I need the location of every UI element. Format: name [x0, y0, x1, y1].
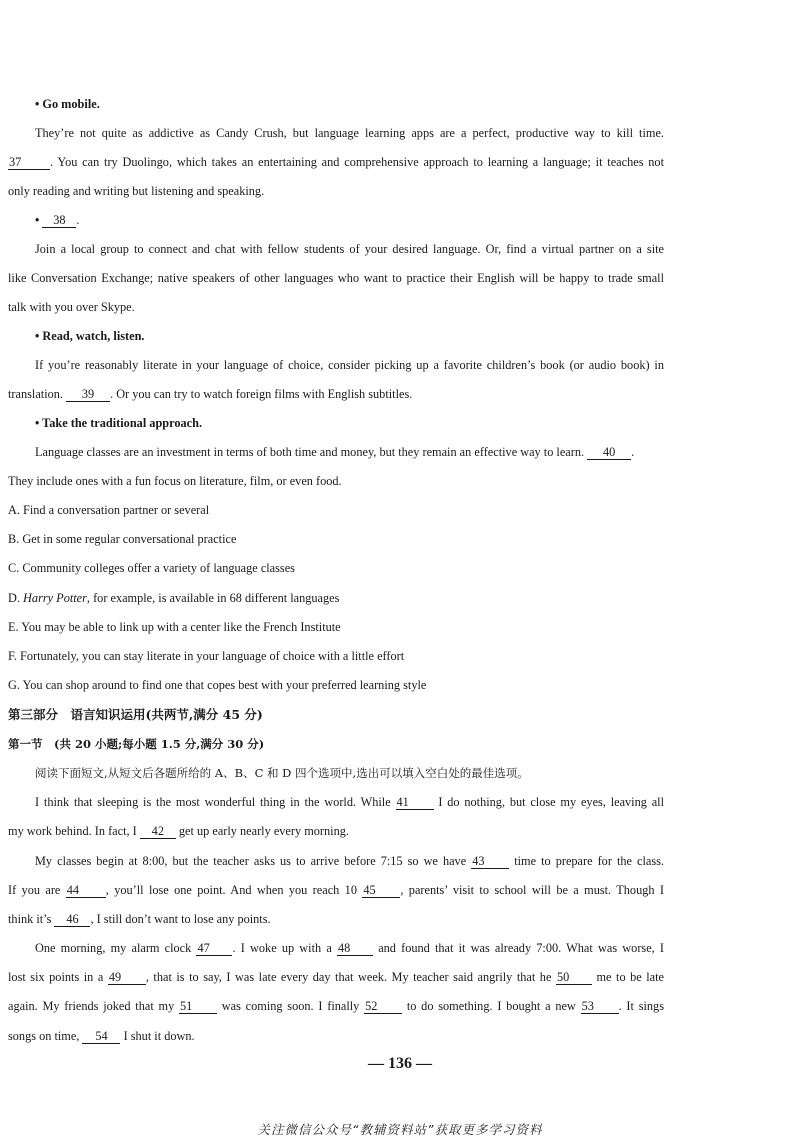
cloze-line: [8, 911, 664, 927]
blank-48: 48: [337, 942, 373, 956]
cloze-text: get up early nearly every morning.: [178, 824, 349, 838]
heading-go-mobile: • Go mobile.: [35, 97, 100, 111]
option-text: , for example, is available in 68 different languages: [86, 591, 340, 605]
blank-52: 52: [364, 1000, 402, 1014]
cloze-text: my work behind. In fact, I: [8, 824, 137, 838]
cloze-text: me to be late: [596, 970, 664, 984]
option-f: F. Fortunately, you can stay literate in your language of choice with a little effort: [8, 649, 405, 663]
cloze-line: [8, 998, 664, 1014]
cloze-line: [8, 823, 664, 839]
blank-51: 51: [179, 1000, 217, 1014]
heading-tail: .: [76, 213, 80, 227]
blank-43: 43: [471, 855, 509, 869]
cloze-text: , I still don’t want to lose any points.: [90, 912, 271, 926]
blank-41: 41: [396, 796, 434, 810]
blank-38: 38: [42, 214, 76, 228]
cloze-text: My classes begin at 8:00, but the teacher asks us to arrive before 7:15 so we have: [35, 854, 467, 868]
cloze-text: , you’ll lose one point. And when you reach 10: [105, 883, 357, 897]
cloze-text: songs on time,: [8, 1029, 80, 1043]
blank-37: 37: [8, 156, 50, 170]
option-b: B. Get in some regular conversational practice: [8, 532, 237, 546]
cloze-line: [35, 853, 664, 869]
heading-blank-38: [35, 212, 664, 228]
cloze-line: [8, 1028, 664, 1044]
bullet: •: [35, 213, 40, 227]
option-d: [8, 590, 664, 606]
paragraph-line: They include ones with a fun focus on literature, film, or even food.: [8, 474, 342, 488]
page-number: — 136 —: [368, 1055, 432, 1072]
paragraph-line: [8, 154, 664, 170]
blank-44: 44: [66, 884, 106, 898]
blank-50: 50: [556, 971, 592, 985]
paragraph-line: They’re not quite as addictive as Candy Crush, but language learning apps are a perfect, productive way to kill time.: [35, 126, 664, 140]
paragraph-line: talk with you over Skype.: [8, 300, 135, 314]
book-title: Harry Potter: [23, 591, 87, 605]
blank-39: 39: [66, 388, 110, 402]
paragraph-text: translation.: [8, 387, 63, 401]
paragraph-line: Join a local group to connect and chat with fellow students of your desired language. Or, find a virtual partner on a site: [35, 242, 664, 256]
cloze-text: , that is to say, I was late every day that week. My teacher said angrily that he: [145, 970, 552, 984]
cloze-line: [35, 794, 664, 810]
paragraph-line: [8, 386, 664, 402]
blank-47: 47: [196, 942, 232, 956]
cloze-text: think it’s: [8, 912, 52, 926]
cloze-text: I shut it down.: [123, 1029, 195, 1043]
blank-42: 42: [140, 825, 176, 839]
paragraph-line: [35, 444, 664, 460]
paragraph-text: . Or you can try to watch foreign films with English subtitles.: [110, 387, 413, 401]
cloze-line: [8, 882, 664, 898]
cloze-text: was coming soon. I finally: [221, 999, 360, 1013]
blank-53: 53: [581, 1000, 619, 1014]
cloze-line: [8, 969, 664, 985]
heading-traditional-approach: • Take the traditional approach.: [35, 416, 203, 430]
cloze-text: lost six points in a: [8, 970, 104, 984]
cloze-text: and found that it was already 7:00. What was worse, I: [378, 941, 665, 955]
option-a: A. Find a conversation partner or several: [8, 503, 210, 517]
paragraph-text: . You can try Duolingo, which takes an entertaining and comprehensive approach to learning a language; it teaches not: [50, 155, 664, 169]
cloze-text: to do something. I bought a new: [406, 999, 576, 1013]
blank-40: 40: [587, 446, 631, 460]
cloze-text: time to prepare for the class.: [514, 854, 664, 868]
footer-note: 关注微信公众号“教辅资料站”获取更多学习资料: [257, 1122, 543, 1137]
cloze-text: , parents’ visit to school will be a must. Though I: [400, 883, 664, 897]
cloze-text: I think that sleeping is the most wonderful thing in the world. While: [35, 795, 391, 809]
cloze-text: I do nothing, but close my eyes, leaving all: [438, 795, 664, 809]
blank-49: 49: [108, 971, 146, 985]
part3-title: 第三部分 语言知识运用(共两节,满分 45 分): [8, 707, 263, 722]
option-e: E. You may be able to link up with a center like the French Institute: [8, 620, 341, 634]
cloze-text: One morning, my alarm clock: [35, 941, 192, 955]
paragraph-text: .: [631, 445, 635, 459]
paragraph-line: If you’re reasonably literate in your language of choice, consider picking up a favorite children’s book (or audio book) in: [35, 358, 664, 372]
cloze-text: . It sings: [618, 999, 664, 1013]
option-c: C. Community colleges offer a variety of language classes: [8, 561, 295, 575]
cloze-text: If you are: [8, 883, 61, 897]
cloze-text: . I woke up with a: [232, 941, 332, 955]
cloze-line: [35, 940, 664, 956]
section1-title: 第一节 (共 20 小题;每小题 1.5 分,满分 30 分): [8, 737, 265, 751]
paragraph-text: Language classes are an investment in terms of both time and money, but they remain an effective way to learn.: [35, 445, 585, 459]
heading-read-watch-listen: • Read, watch, listen.: [35, 329, 145, 343]
blank-46: 46: [54, 913, 90, 927]
paragraph-line: like Conversation Exchange; native speakers of other languages who want to practice their English will be happy to trade small: [8, 271, 664, 285]
blank-45: 45: [362, 884, 400, 898]
instruction: 阅读下面短文,从短文后各题所给的 A、B、C 和 D 四个选项中,选出可以填入空白处的最佳选项。: [35, 766, 529, 780]
blank-54: 54: [82, 1030, 120, 1044]
option-label: D.: [8, 591, 20, 605]
paragraph-line: only reading and writing but listening and speaking.: [8, 184, 265, 198]
cloze-text: again. My friends joked that my: [8, 999, 175, 1013]
option-g: G. You can shop around to find one that copes best with your preferred learning style: [8, 678, 427, 692]
